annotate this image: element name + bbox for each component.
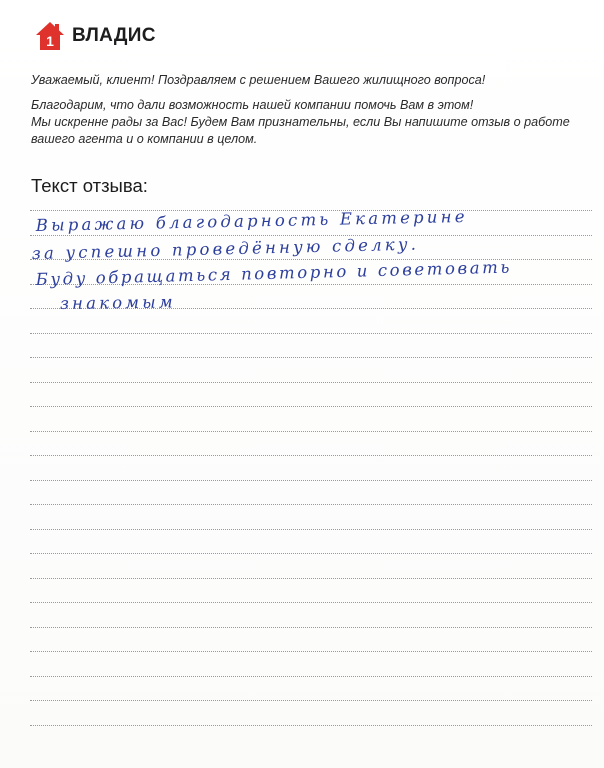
intro-line: Мы искренне рады за Вас! Будем Вам признательны, если Вы напишите отзыв о работе	[31, 115, 570, 129]
greeting-text: Уважаемый, клиент! Поздравляем с решением Вашего жилищного вопроса!	[31, 73, 486, 87]
writing-line	[30, 553, 592, 554]
writing-line	[30, 529, 592, 530]
company-name: ВЛАДИС	[72, 25, 156, 46]
handwritten-line: знакомым	[59, 292, 176, 313]
writing-line	[30, 333, 592, 334]
writing-line	[30, 602, 592, 603]
ruled-lines	[30, 0, 592, 768]
writing-line	[30, 357, 592, 358]
writing-line	[30, 455, 592, 456]
writing-line	[30, 627, 592, 628]
handwritten-line: за успешно проведённую сделку.	[31, 234, 420, 263]
writing-line	[30, 651, 592, 652]
writing-line	[30, 725, 592, 726]
writing-line	[30, 382, 592, 383]
writing-line	[30, 676, 592, 677]
logo-badge-number: 1	[46, 33, 54, 49]
writing-line	[30, 700, 592, 701]
review-heading: Текст отзыва:	[31, 175, 148, 196]
writing-line	[30, 431, 592, 432]
writing-line	[30, 578, 592, 579]
handwritten-line: Буду обращаться повторно и советовать	[35, 257, 513, 289]
writing-line	[30, 235, 592, 236]
writing-line	[30, 504, 592, 505]
intro-line: Благодарим, что дали возможность нашей компании помочь Вам в этом!	[31, 98, 474, 112]
handwritten-line: Выражаю благодарность Екатерине	[35, 206, 468, 235]
writing-line	[30, 406, 592, 407]
writing-line	[30, 480, 592, 481]
intro-line: вашего агента и о компании в целом.	[31, 132, 258, 146]
